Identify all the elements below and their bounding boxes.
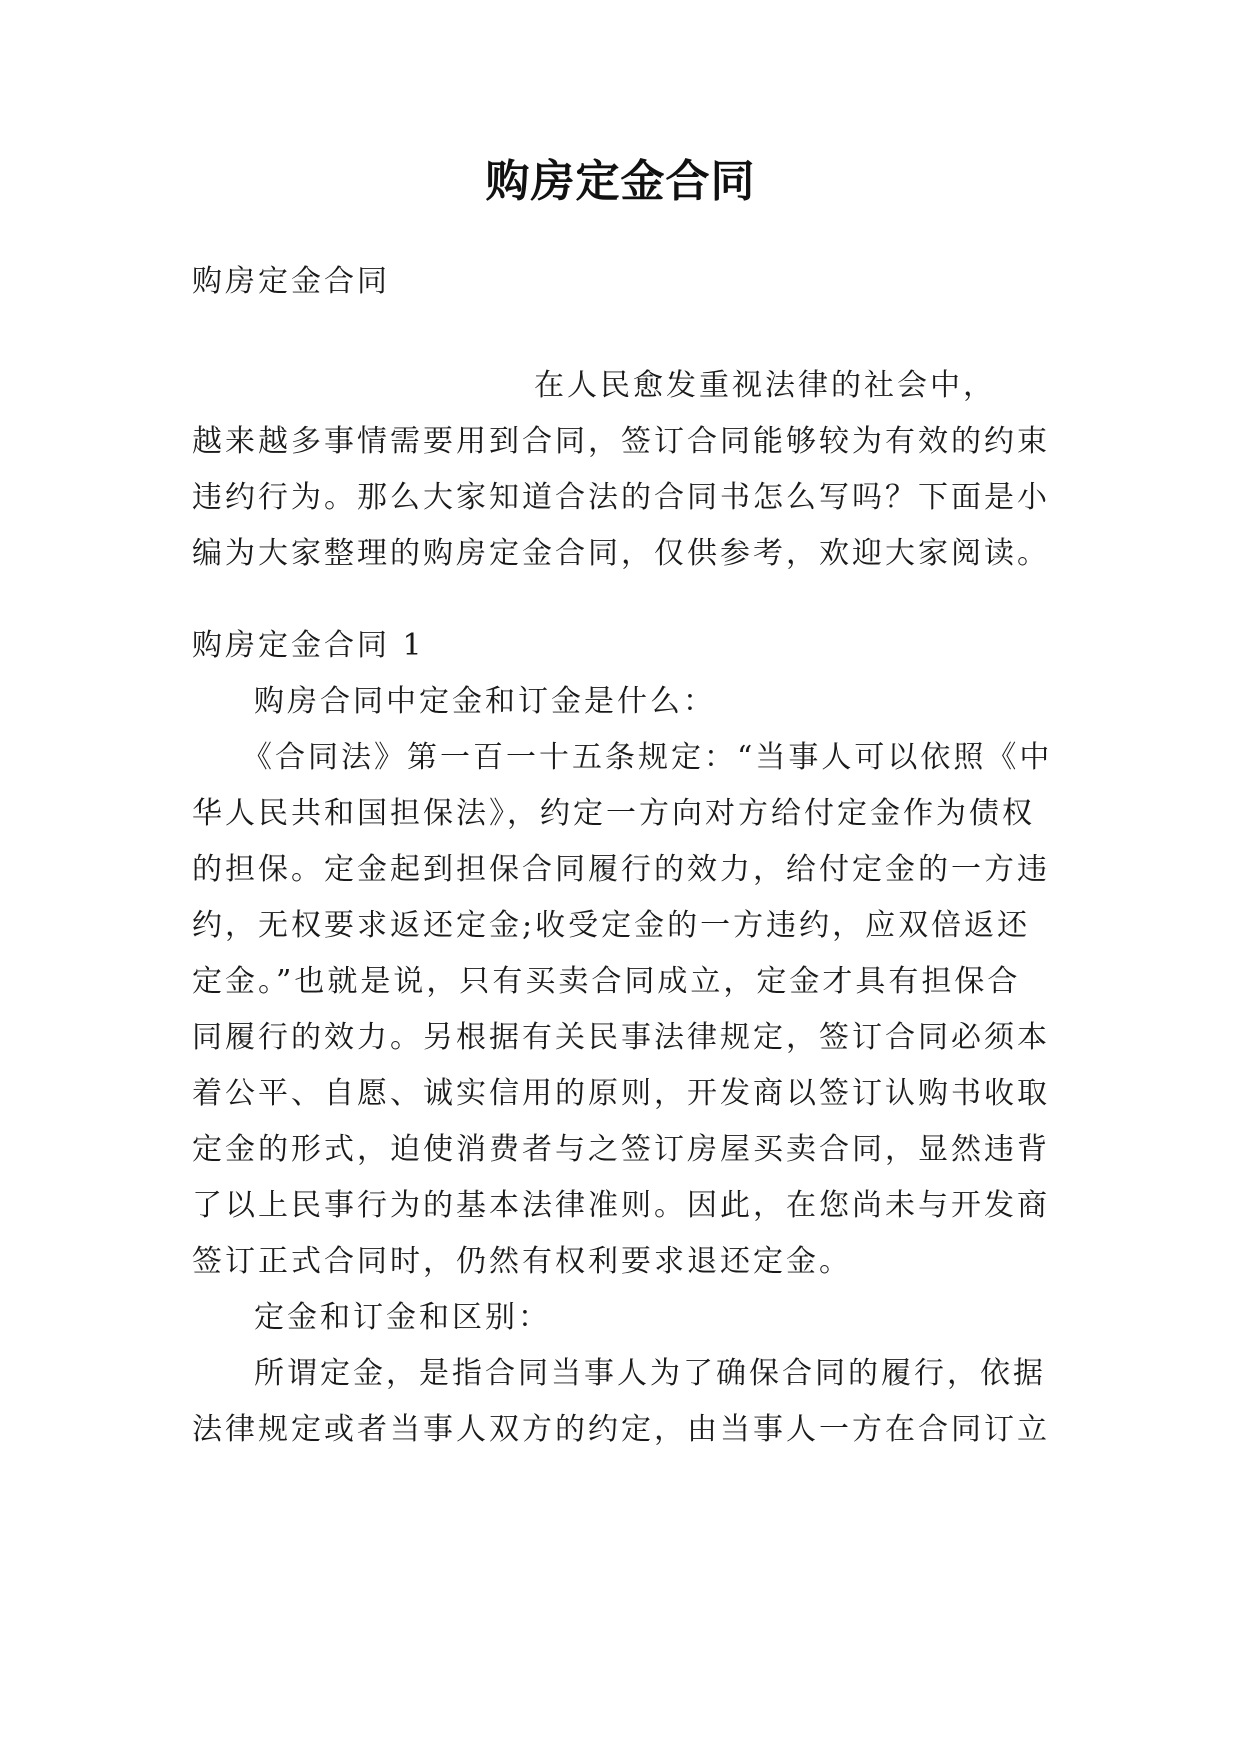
law-line: 《合同法》第一百一十五条规定：“当事人可以依照《中	[242, 740, 1053, 775]
intro-paragraph	[192, 358, 1062, 582]
intro-line: 在人民愈发重视法律的社会中，	[534, 368, 996, 403]
intro-line: 违约行为。那么大家知道合法的合同书怎么写吗？下面是小	[192, 480, 1050, 515]
question-1	[192, 674, 1062, 730]
subtitle-text: 购房定金合同	[192, 264, 390, 299]
law-paragraph	[192, 730, 1062, 1290]
law-line: 着公平、自愿、诚实信用的原则，开发商以签订认购书收取	[192, 1076, 1050, 1111]
section-heading-text: 购房定金合同 1	[192, 628, 425, 663]
definition-line: 所谓定金，是指合同当事人为了确保合同的履行，依据	[254, 1356, 1046, 1391]
document-title: 购房定金合同	[485, 156, 756, 207]
law-line: 了以上民事行为的基本法律准则。因此，在您尚未与开发商	[192, 1188, 1050, 1223]
law-line: 定金的形式，迫使消费者与之签订房屋买卖合同，显然违背	[192, 1132, 1050, 1167]
question-1-text: 购房合同中定金和订金是什么：	[254, 684, 716, 719]
law-line: 定金。”也就是说，只有买卖合同成立，定金才具有担保合	[192, 964, 1021, 999]
section-heading	[192, 618, 1062, 674]
question-2	[192, 1290, 1062, 1346]
law-line: 同履行的效力。另根据有关民事法律规定，签订合同必须本	[192, 1020, 1050, 1055]
law-line: 华人民共和国担保法》，约定一方向对方给付定金作为债权	[192, 796, 1035, 831]
subtitle	[192, 254, 1062, 310]
intro-line: 越来越多事情需要用到合同，签订合同能够较为有效的约束	[192, 424, 1050, 459]
law-line: 签订正式合同时，仍然有权利要求退还定金。	[192, 1244, 852, 1279]
law-line: 的担保。定金起到担保合同履行的效力，给付定金的一方违	[192, 852, 1050, 887]
question-2-text: 定金和订金和区别：	[254, 1300, 551, 1335]
definition-paragraph	[192, 1346, 1062, 1458]
definition-line: 法律规定或者当事人双方的约定，由当事人一方在合同订立	[192, 1412, 1050, 1447]
law-line: 约，无权要求返还定金;收受定金的一方违约，应双倍返还	[192, 908, 1031, 943]
intro-line: 编为大家整理的购房定金合同，仅供参考，欢迎大家阅读。	[192, 536, 1050, 571]
